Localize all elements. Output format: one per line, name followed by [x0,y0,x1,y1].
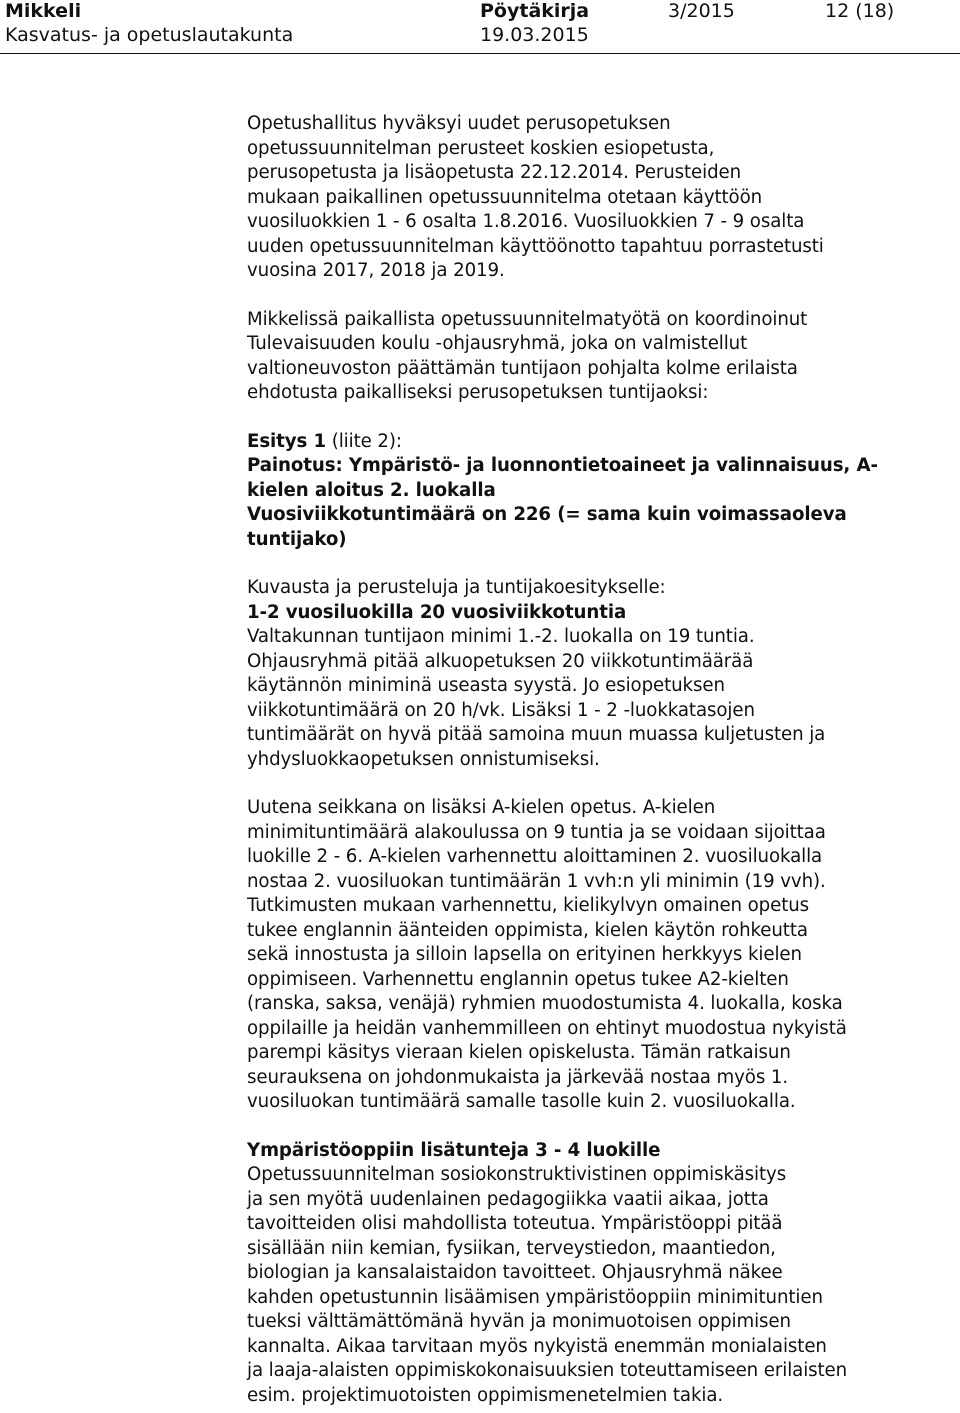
text-line: Valtakunnan tuntijaon minimi 1.-2. luokalla on 19 tuntia. [247,626,755,647]
text-line: tueksi välttämättömänä hyvän ja monimuotoisen oppimisen [247,1311,791,1332]
text-line: kannalta. Aikaa tarvitaan myös nykyistä enemmän monialaisten [247,1335,827,1357]
rationale-intro: Kuvausta ja perusteluja ja tuntijakoesitykselle: [247,577,666,598]
proposal-block [247,430,937,553]
text-line: Tulevaisuuden koulu -ohjausryhmä, joka on valmistellut [247,333,748,354]
paragraph-coordination [247,308,937,406]
header-organization: Mikkeli [5,0,82,22]
paragraph-a-language [247,796,937,1115]
text-line: vuosiluokan tuntimäärä samalle tasolle kuin 2. vuosiluokalla. [247,1091,796,1112]
text-line: kahden opetustunnin lisäämisen ympäristöoppiin minimituntien [247,1286,823,1308]
text-line: mukaan paikallinen opetussuunnitelma otetaan käyttöön [247,186,763,208]
rationale-block [247,576,937,772]
text-line: ehdotusta paikalliseksi perusopetuksen tuntijaoksi: [247,382,709,403]
text-line: yhdysluokkaopetuksen onnistumiseksi. [247,748,600,770]
text-line: Mikkelissä paikallista opetussuunnitelmatyötä on koordinoinut [247,308,808,330]
text-line: seurauksena on johdonmukaista ja järkevää nostaa myös 1. [247,1066,789,1088]
header-document-type: Pöytäkirja [480,0,590,22]
text-line: ja sen myötä uudenlainen pedagogiikka vaatii aikaa, jotta [247,1188,769,1210]
text-line: valtioneuvoston päättämän tuntijaon pohjalta kolme erilaista [247,357,798,379]
header-divider [0,53,960,54]
text-line: perusopetusta ja lisäopetusta 22.12.2014. Perusteiden [247,162,742,183]
text-line: luokille 2 - 6. A-kielen varhennettu aloittaminen 2. vuosiluokalla [247,846,823,867]
header-document-number: 3/2015 [668,0,735,22]
text-line: Ohjausryhmä pitää alkuopetuksen 20 viikkotuntimäärää [247,650,754,672]
proposal-label: Esitys 1 [247,430,327,452]
header-committee: Kasvatus- ja opetuslautakunta [5,24,294,46]
weekly-hours-line: tuntijako) [247,528,347,550]
text-line: vuosina 2017, 2018 ja 2019. [247,260,505,281]
paragraph-environmental-studies [247,1139,937,1409]
text-line: ja laaja-alaisten oppimiskokonaisuuksien toteuttamiseen erilaisten [247,1360,848,1381]
proposal-attachment: (liite 2): [326,430,402,452]
text-line: nostaa 2. vuosiluokan tuntimäärän 1 vvh:n yli minimin (19 vvh). [247,870,826,892]
text-line: Opetussuunnitelman sosiokonstruktivistinen oppimiskäsitys [247,1164,787,1185]
text-line: minimituntimäärä alakoulussa on 9 tuntia ja se voidaan sijoittaa [247,821,826,843]
text-line: Opetushallitus hyväksyi uudet perusopetuksen [247,113,671,134]
text-line: sekä innostusta ja silloin lapsella on erityinen herkkyys kielen [247,944,802,965]
paragraph-intro [247,112,937,284]
text-line: uuden opetussuunnitelman käyttöönotto tapahtuu porrastetusti [247,235,824,257]
environmental-studies-heading: Ympäristöoppiin lisätunteja 3 - 4 luokille [247,1139,661,1161]
text-line: parempi käsitys vieraan kielen opiskelusta. Tämän ratkaisun [247,1042,791,1063]
text-line: Tutkimusten mukaan varhennettu, kielikylvyn omainen opetus [247,895,810,916]
grades-1-2-heading: 1-2 vuosiluokilla 20 vuosiviikkotuntia [247,601,627,623]
proposal-title [247,430,937,455]
document-body [247,112,937,1408]
text-line: opetussuunnitelman perusteet koskien esiopetusta, [247,137,715,159]
text-line: tuntimäärät on hyvä pitää samoina muun muassa kuljetusten ja [247,724,826,745]
text-line: käytännön miniminä useasta syystä. Jo esiopetuksen [247,675,725,696]
text-line: oppilaille ja heidän vanhemmilleen on ehtinyt muodostua nykyistä [247,1017,847,1039]
header-date: 19.03.2015 [480,24,589,46]
emphasis-line: kielen aloitus 2. luokalla [247,479,496,501]
text-line: sisällään niin kemian, fysiikan, terveystiedon, maantiedon, [247,1237,776,1259]
text-line: (ranska, saksa, venäjä) ryhmien muodostumista 4. luokalla, koska [247,993,843,1014]
header-page-number: 12 (18) [825,0,895,22]
text-line: tavoitteiden olisi mahdollista toteutua. Ympäristöoppi pitää [247,1213,783,1234]
text-line: oppimiseen. Varhennettu englannin opetus tukee A2-kielten [247,968,789,990]
text-line: biologian ja kansalaistaidon tavoitteet. Ohjausryhmä näkee [247,1262,783,1283]
header-row-1 [0,0,960,24]
text-line: viikkotuntimäärä on 20 h/vk. Lisäksi 1 - 2 -luokkatasojen [247,699,755,721]
text-line: esim. projektimuotoisten oppimismenetelmien takia. [247,1384,724,1406]
text-line: tukee englannin äänteiden oppimista, kielen käytön rohkeutta [247,919,808,941]
text-line: vuosiluokkien 1 - 6 osalta 1.8.2016. Vuosiluokkien 7 - 9 osalta [247,211,805,232]
text-line: Uutena seikkana on lisäksi A-kielen opetus. A-kielen [247,797,716,818]
header-row-2 [0,22,960,48]
weekly-hours-line: Vuosiviikkotuntimäärä on 226 (= sama kuin voimassaoleva [247,504,847,525]
emphasis-line: Painotus: Ympäristö- ja luonnontietoaineet ja valinnaisuus, A- [247,455,878,476]
